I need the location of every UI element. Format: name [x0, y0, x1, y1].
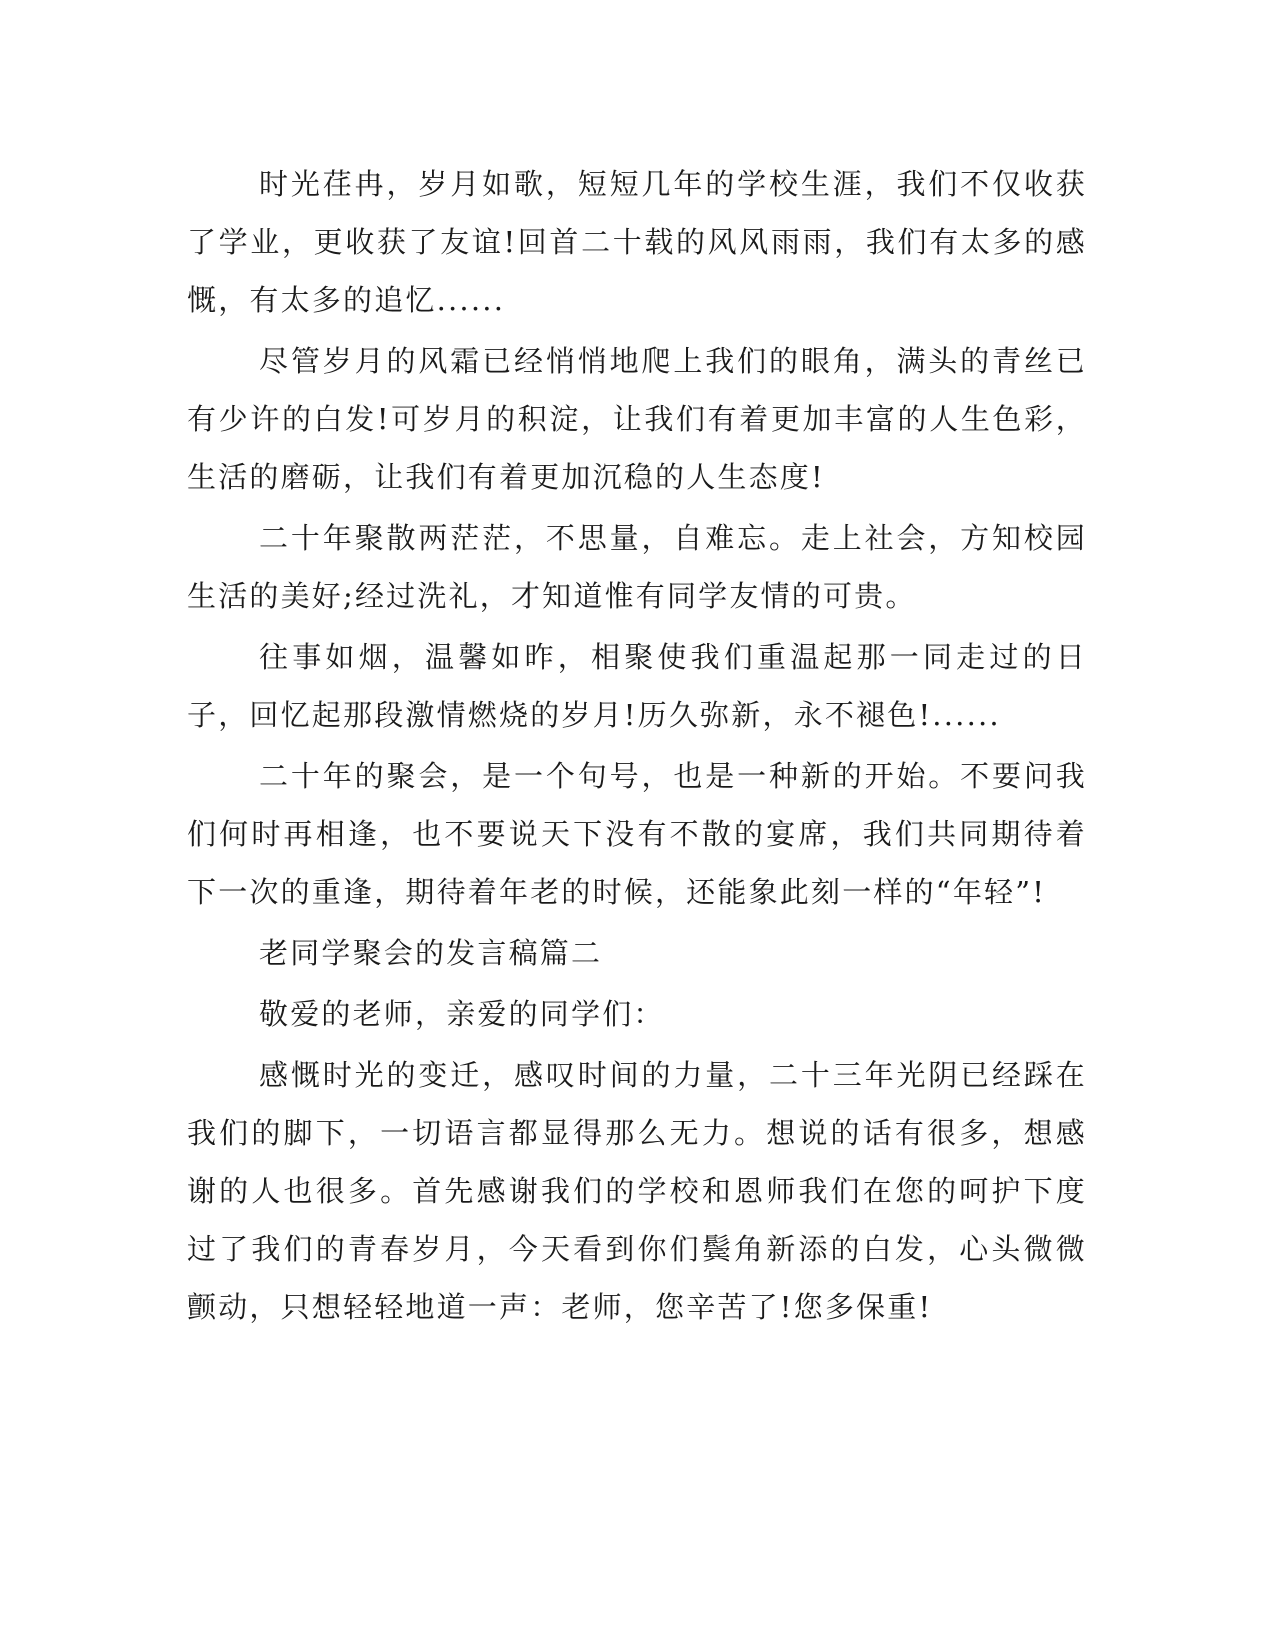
- document-body: [187, 155, 1087, 1339]
- paragraph-3: 二十年聚散两茫茫，不思量，自难忘。走上社会，方知校园生活的美好;经过洗礼，才知道惟有同学友情的可贵。: [187, 521, 1087, 613]
- paragraph-2: 尽管岁月的风霜已经悄悄地爬上我们的眼角，满头的青丝已有少许的白发!可岁月的积淀，让我们有着更加丰富的人生色彩，生活的磨砺，让我们有着更加沉稳的人生态度!: [187, 344, 1087, 494]
- paragraph-1: 时光荏冉，岁月如歌，短短几年的学校生涯，我们不仅收获了学业，更收获了友谊!回首二十载的风风雨雨，我们有太多的感慨，有太多的追忆......: [187, 167, 1087, 317]
- paragraph-5: 二十年的聚会，是一个句号，也是一种新的开始。不要问我们何时再相逢，也不要说天下没有不散的宴席，我们共同期待着下一次的重逢，期待着年老的时候，还能象此刻一样的“年轻”!: [187, 759, 1087, 909]
- paragraph-4: 往事如烟，温馨如昨，相聚使我们重温起那一同走过的日子，回忆起那段激情燃烧的岁月!历久弥新，永不褪色!......: [187, 640, 1087, 732]
- section-heading: 老同学聚会的发言稿篇二: [259, 936, 603, 970]
- paragraph-6: 感慨时光的变迁，感叹时间的力量，二十三年光阴已经踩在我们的脚下，一切语言都显得那么无力。想说的话有很多，想感谢的人也很多。首先感谢我们的学校和恩师我们在您的呵护下度过了我们的青春岁月，今天看到你们鬓角新添的白发，心头微微颤动，只想轻轻地道一声：老师，您辛苦了!您多保重!: [187, 1058, 1087, 1324]
- salutation: 敬爱的老师，亲爱的同学们：: [259, 997, 665, 1031]
